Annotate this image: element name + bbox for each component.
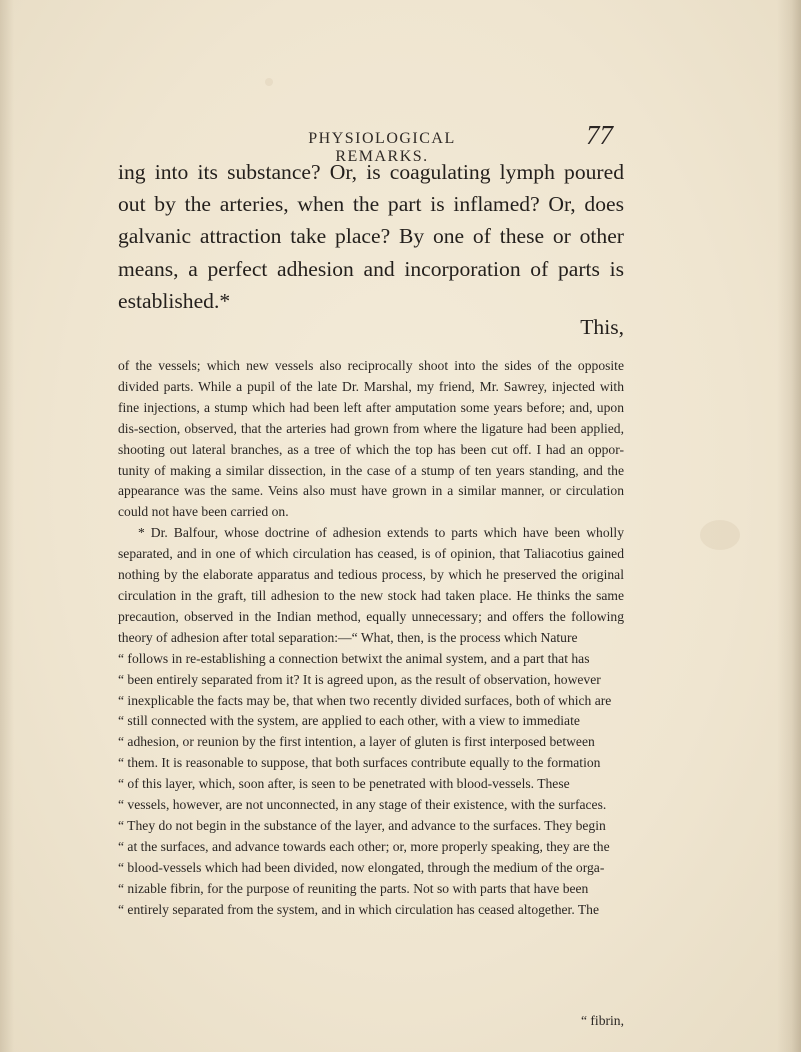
- footnotes: [118, 356, 624, 920]
- quote-line: “ entirely separated from the system, and in which circulation has ceased altogether. The: [118, 901, 600, 917]
- paper-stain: [700, 520, 740, 550]
- page-header: [0, 120, 801, 165]
- quote-line: “ still connected with the system, are applied to each other, with a view to immediate: [118, 713, 580, 729]
- quote-line: “ blood-vessels which had been divided, now elongated, through the medium of the orga-: [118, 859, 605, 875]
- quote-line: “ follows in re-establishing a connection betwixt the animal system, and a part that has: [118, 650, 590, 666]
- quote-line: “ them. It is reasonable to suppose, that both surfaces contribute equally to the formation: [118, 755, 601, 771]
- quote-line: “ at the surfaces, and advance towards each other; or, more properly speaking, they are the: [118, 838, 610, 854]
- page-number: 77: [586, 120, 613, 150]
- quote-line: “ adhesion, or reunion by the first intention, a layer of gluten is first interposed between: [118, 734, 595, 750]
- quote-line: “ inexplicable the facts may be, that when two recently divided surfaces, both of which are: [118, 692, 612, 708]
- quote-line: “ of this layer, which, soon after, is seen to be penetrated with blood-vessels. These: [118, 776, 570, 792]
- page-gutter-shadow: [0, 0, 14, 1052]
- page-edge-shadow: [777, 0, 801, 1052]
- quote-line: “ vessels, however, are not unconnected, in any stage of their existence, with the surfaces.: [118, 797, 607, 813]
- footnote-catchword: “ fibrin,: [580, 1013, 624, 1028]
- quote-line: “ nizable fibrin, for the purpose of reuniting the parts. Not so with parts that have been: [118, 880, 589, 896]
- quoted-passage: [118, 649, 624, 921]
- main-paragraph: ing into its substance? Or, is coagulating lymph poured out by the arteries, when the part is inflamed? Or, does galvanic attraction take place? By one of these or other means, a perfect adhesion and incorporation of parts is established.*: [118, 160, 624, 313]
- main-catchword: This,: [580, 315, 624, 339]
- quote-line: “ They do not begin in the substance of the layer, and advance to the surfaces. They begin: [118, 817, 606, 833]
- ink-speck: [265, 78, 273, 86]
- running-head: PHYSIOLOGICAL REMARKS.: [308, 130, 456, 165]
- footnote-continued: of the vessels; which new vessels also reciprocally shoot into the sides of the opposite divided parts. While a pupil of the late Dr. Marshal, my friend, Mr. Sawrey, injected with fine injections, a stump which had been left after amputation some years before; and, upon dis-section, observed, that the arteries had grown from where the ligature had been applied, shooting out lateral branches, as a tree of which the top has been cut off. I had an oppor-tunity of making a similar dissection, in the case of a stump of ten years standing, and the appearance was the same. Veins also must have grown in a similar manner, or circulation could not have been carried on.: [118, 358, 624, 520]
- quote-line: “ been entirely separated from it? It is agreed upon, as the result of observation, however: [118, 671, 601, 687]
- footnote-balfour: * Dr. Balfour, whose doctrine of adhesion extends to parts which have been wholly separated, and in one of which circulation has ceased, is of opinion, that Taliacotius gained nothing by the elaborate apparatus and tedious process, by which he preserved the original circulation in the graft, till adhesion to the new stock had taken place. He thinks the same precaution, observed in the Indian method, equally unnecessary; and offers the following theory of adhesion after total separation:—“ What, then, is the process which Nature: [118, 525, 624, 645]
- main-body-text: [118, 156, 624, 317]
